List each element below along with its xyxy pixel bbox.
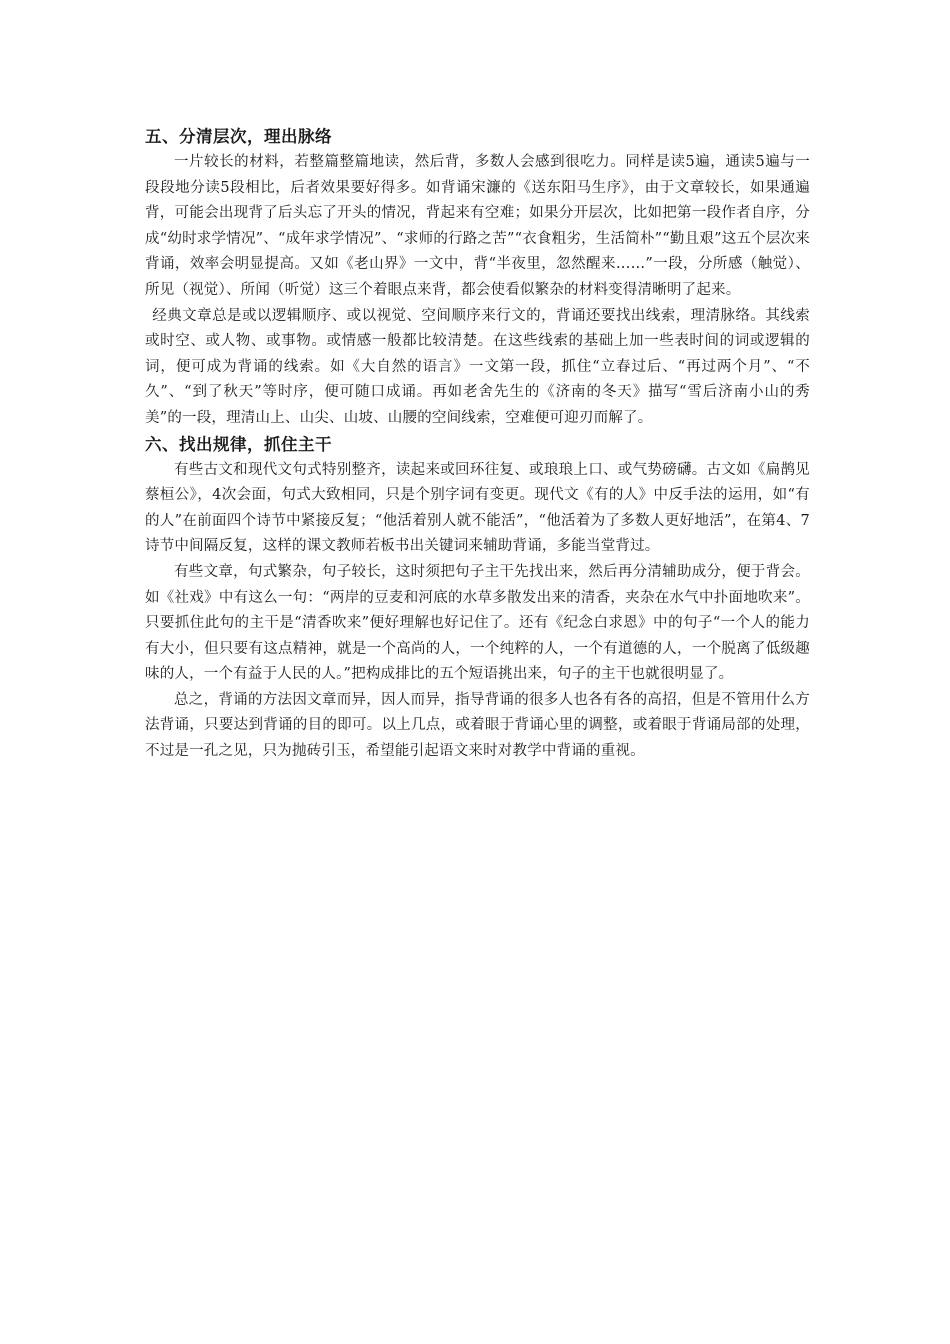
section-heading-6: 六、找出规律，抓住主干 [145,434,332,454]
paragraph: 总之，背诵的方法因文章而异，因人而异，指导背诵的很多人也各有各的高招，但是不管用什么方法背诵，只要达到背诵的目的即可。以上几点，或着眼于背诵心里的调整，或着眼于背诵局部的处理，不过是一孔之见，只为抛砖引玉，希望能引起语文来时对教学中背诵的重视。 [145,691,810,760]
paragraph: 一片较长的材料，若整篇整篇地读，然后背，多数人会感到很吃力。同样是读5遍，通读5遍与一段段地分读5段相比，后者效果要好得多。如背诵宋濂的《送东阳马生序》，由于文章较长，如果通遍背，可能会出现背了后头忘了开头的情况，背起来有空难；如果分开层次，比如把第一段作者自序，分成“幼时求学情况”、“成年求学情况”、“求师的行路之苦”“衣食粗劣，生活简朴”“勤且艰”这五个层次来背诵，效率会明显提高。又如《老山界》一文中，背“半夜里，忽然醒来……”一段，分所感（触觉）、所见（视觉）、所闻（听觉）这三个着眼点来背，都会使看似繁杂的材料变得清晰明了起来。 [145,154,810,298]
paragraph: 有些文章，句式繁杂，句子较长，这时须把句子主干先找出来，然后再分清辅助成分，便于背会。如《社戏》中有这么一句：“两岸的豆麦和河底的水草多散发出来的清香，夹杂在水气中扑面地吹来”。只要抓住此句的主干是“清香吹来”便好理解也好记住了。还有《纪念白求恩》中的句子“一个人的能力有大小，但只要有这点精神，就是一个高尚的人，一个纯粹的人，一个有道德的人，一个脱离了低级趣味的人，一个有益于人民的人。”把构成排比的五个短语挑出来，句子的主干也就很明显了。 [145,563,810,683]
section-heading-5: 五、分清层次，理出脉络 [145,127,332,146]
paragraph: 有些古文和现代文句式特别整齐，读起来或回环往复、或琅琅上口、或气势磅礴。古文如《扁鹊见蔡桓公》，4次会面，句式大致相同，只是个别字词有变更。现代文《有的人》中反手法的运用，如“有的人”在前面四个诗节中紧接反复；“他活着别人就不能活”，“他活着为了多数人更好地活”，在第4、7诗节中间隔反复，这样的课文教师若板书出关键词来辅助背诵，多能当堂背过。 [145,461,810,555]
paragraph: 经典文章总是或以逻辑顺序、或以视觉、空间顺序来行文的，背诵还要找出线索，理清脉络。其线索或时空、或人物、或事物。或情感一般都比较清楚。在这些线索的基础上加一些表时间的词或逻辑的词，便可成为背诵的线索。如《大自然的语言》一文第一段，抓住“立春过后、“再过两个月”、“不久”、“到了秋天”等时序，便可随口成诵。再如老舍先生的《济南的冬天》描写“雪后济南小山的秀美”的一段，理清山上、山尖、山坡、山腰的空间线索，空难便可迎刃而解了。 [145,307,810,426]
document-page [145,124,810,765]
